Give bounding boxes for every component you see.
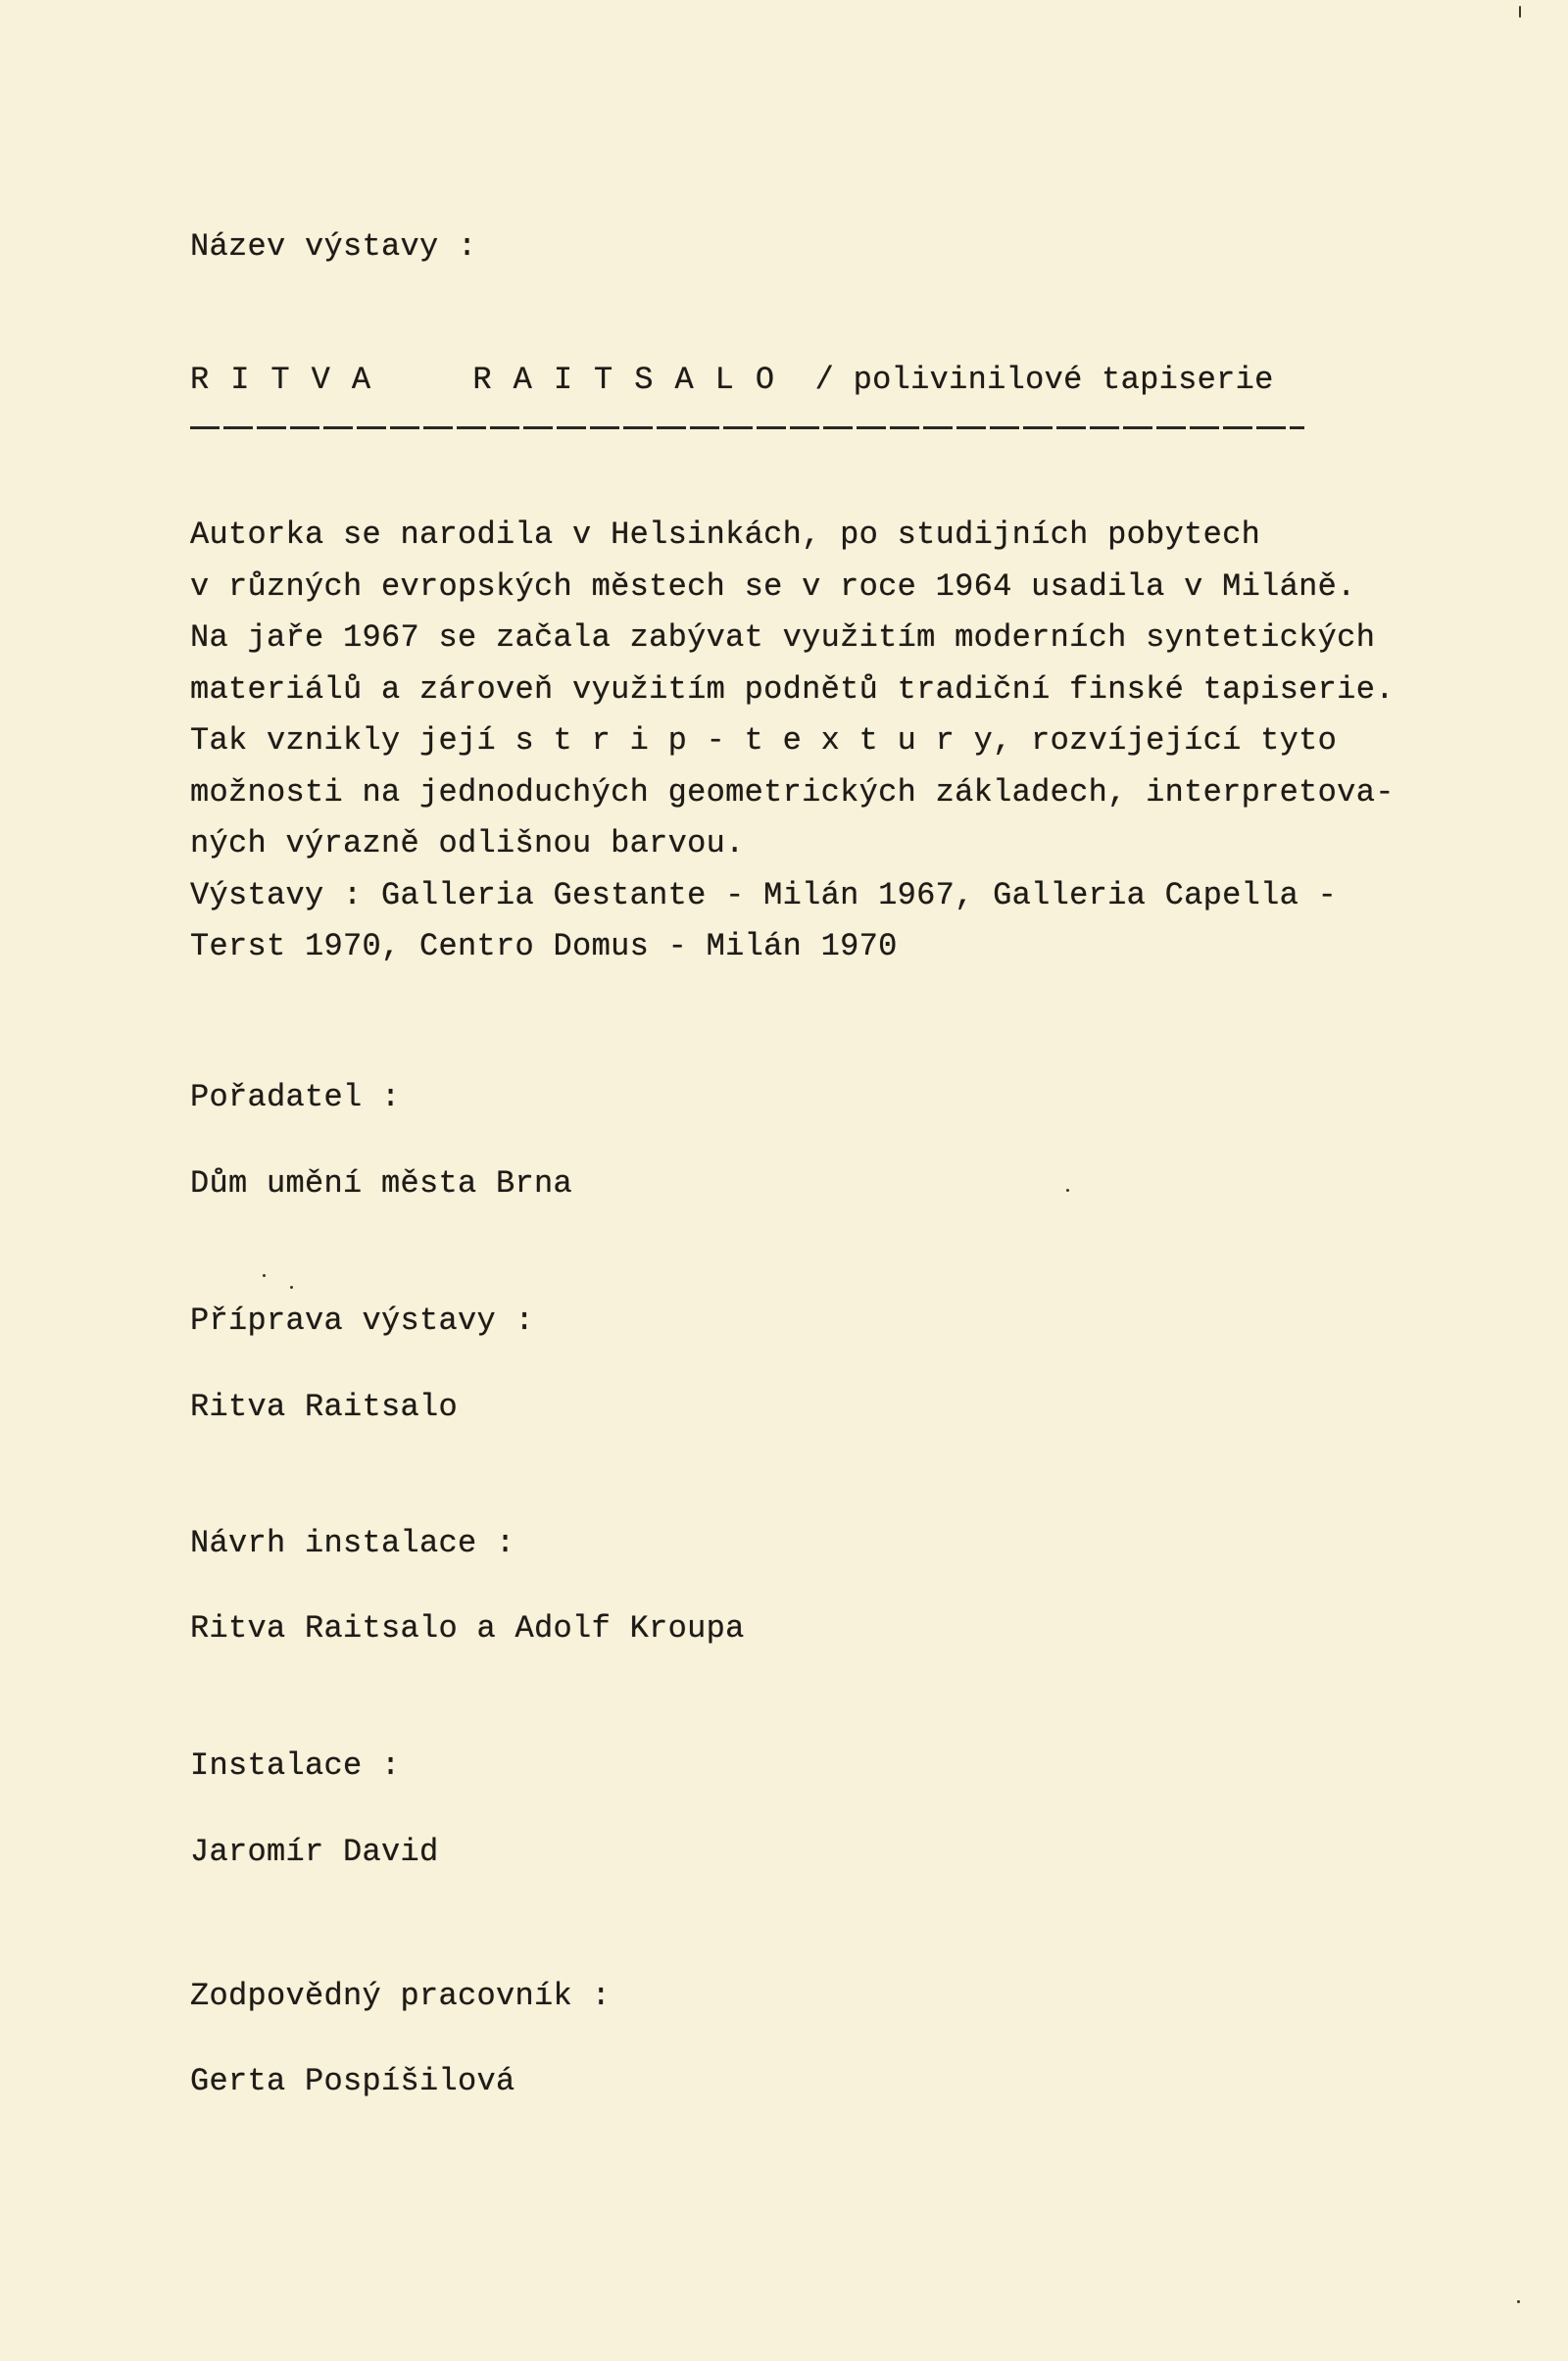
description-line: možnosti na jednoduchých geometrických základech, interpretova-	[190, 773, 1395, 811]
preparation-value: Ritva Raitsalo	[190, 1389, 459, 1425]
description-line: Tak vznikly její s t r i p - t e x t u r y, rozvíjející tyto	[190, 722, 1338, 759]
installation-design-value: Ritva Raitsalo a Adolf Kroupa	[190, 1610, 745, 1647]
description-line: v různých evropských městech se v roce 1964 usadila v Miláně.	[190, 567, 1356, 605]
paper-speck	[1066, 1189, 1069, 1192]
responsible-value: Gerta Pospíšilová	[190, 2063, 515, 2099]
description-line: ných výrazně odlišnou barvou.	[190, 825, 745, 861]
installation-value: Jaromír David	[190, 1834, 439, 1870]
title-underline	[190, 426, 1304, 429]
exhibition-title	[190, 361, 1274, 400]
organizer-value: Dům umění města Brna	[190, 1165, 573, 1202]
paper-speck	[263, 1274, 266, 1277]
organizer-label: Pořadatel :	[190, 1079, 401, 1115]
exhibition-subtitle: / polivinilové tapiserie	[814, 362, 1274, 398]
description-paragraph	[190, 510, 1523, 973]
installation-design-label: Návrh instalace :	[190, 1525, 515, 1561]
artist-name: RITVA RAITSALO	[190, 362, 797, 398]
paper-speck	[290, 1286, 293, 1289]
description-line: Terst 1970, Centro Domus - Milán 1970	[190, 928, 898, 964]
description-line: Výstavy : Galleria Gestante - Milán 1967, Galleria Capella -	[190, 876, 1338, 913]
preparation-label: Příprava výstavy :	[190, 1303, 535, 1339]
paper-speck	[1517, 2300, 1520, 2303]
description-line: Autorka se narodila v Helsinkách, po studijních pobytech	[190, 516, 1261, 553]
description-line: Na jaře 1967 se začala zabývat využitím moderních syntetických	[190, 619, 1376, 656]
responsible-label: Zodpovědný pracovník :	[190, 1978, 612, 2014]
exhibition-name-label: Název výstavy :	[190, 228, 477, 265]
installation-label: Instalace :	[190, 1747, 401, 1784]
description-line: materiálů a zároveň využitím podnětů tradiční finské tapiserie.	[190, 670, 1395, 708]
paper-speck	[1519, 6, 1521, 18]
